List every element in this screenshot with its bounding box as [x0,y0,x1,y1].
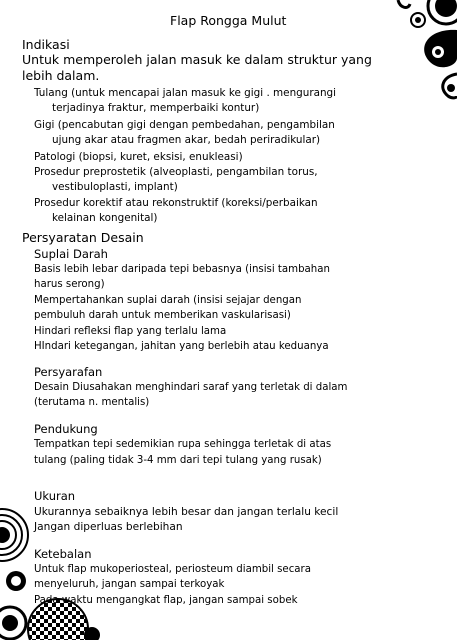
subheading-persyarafan: Persyarafan [34,365,103,379]
suplai-line: pembuluh darah untuk memberikan vaskularisasi) [34,310,291,321]
subheading-pendukung: Pendukung [34,422,98,436]
indikasi-item-line: Patologi (biopsi, kuret, eksisi, enukleasi) [34,151,243,163]
section-heading-persyaratan: Persyaratan Desain [22,230,144,245]
section-heading-indikasi: Indikasi [22,37,70,52]
indikasi-intro-line: Untuk memperoleh jalan masuk ke dalam struktur yang [22,52,372,67]
indikasi-item-line: terjadinya fraktur, memperbaiki kontur) [52,102,260,114]
indikasi-intro-line: lebih dalam. [22,68,100,83]
persyarafan-line: (terutama n. mentalis) [34,397,150,408]
indikasi-item-line: kelainan kongenital) [52,212,158,224]
pendukung-line: Tempatkan tepi sedemikian rupa sehingga terletak di atas [34,439,332,450]
subheading-ukuran: Ukuran [34,489,76,503]
suplai-line: Mempertahankan suplai darah (insisi sejajar dengan [34,295,302,306]
indikasi-item-line: Gigi (pencabutan gigi dengan pembedahan, pengambilan [34,119,335,131]
indikasi-item-line: vestibuloplasti, implant) [52,181,178,193]
ukuran-line: Ukurannya sebaiknya lebih besar dan jangan terlalu kecil [34,506,339,518]
suplai-line: harus serong) [34,279,105,290]
indikasi-item-line: ujung akar atau fragmen akar, bedah periradikular) [52,134,321,146]
swirl-ornament-top-right [388,0,457,105]
ketebalan-line: Untuk flap mukoperiosteal, periosteum diambil secara [34,564,311,575]
suplai-line: Basis lebih lebar daripada tepi bebasnya (insisi tambahan [34,264,330,275]
indikasi-item-line: Tulang (untuk mencapai jalan masuk ke gigi . mengurangi [34,87,337,99]
ketebalan-line: Pada waktu mengangkat flap, jangan sampai sobek [34,595,298,606]
suplai-line: Hindari refleksi flap yang terlalu lama [34,326,227,337]
subheading-suplai-darah: Suplai Darah [34,247,108,261]
ketebalan-line: menyeluruh, jangan sampai terkoyak [34,579,225,590]
pendukung-line: tulang (paling tidak 3-4 mm dari tepi tulang yang rusak) [34,455,322,466]
indikasi-item-line: Prosedur korektif atau rekonstruktif (koreksi/perbaikan [34,197,318,209]
page-title: Flap Rongga Mulut [170,13,287,28]
ukuran-line: Jangan diperluas berlebihan [34,521,183,533]
subheading-ketebalan: Ketebalan [34,547,92,561]
persyarafan-line: Desain Diusahakan menghindari saraf yang terletak di dalam [34,382,348,393]
indikasi-item-line: Prosedur preprostetik (alveoplasti, pengambilan torus, [34,166,318,178]
suplai-line: HIndari ketegangan, jahitan yang berlebih atau keduanya [34,341,329,352]
